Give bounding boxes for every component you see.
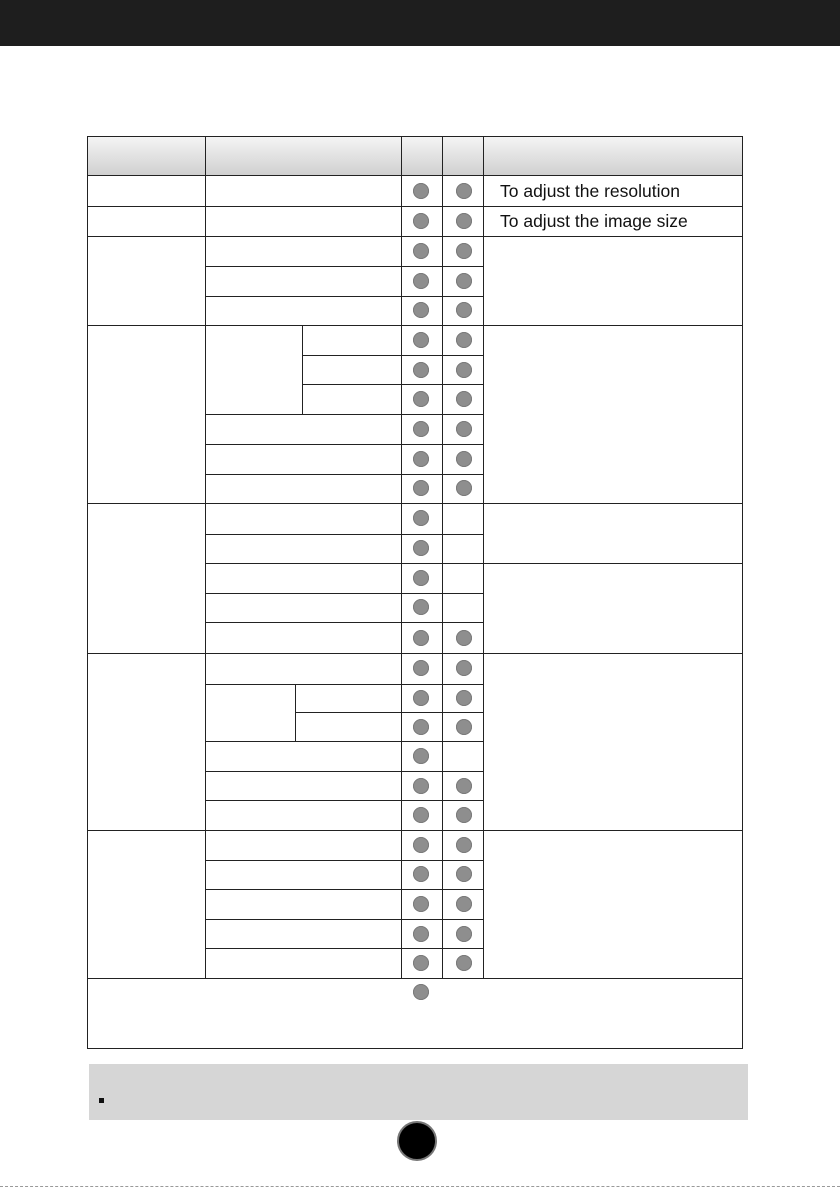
legend-indicator (413, 984, 429, 1000)
row-divider (88, 325, 742, 326)
row-divider (205, 414, 483, 415)
availability-indicator (413, 719, 429, 735)
availability-indicator (456, 955, 472, 971)
row-divider (205, 771, 483, 772)
availability-indicator (456, 660, 472, 676)
availability-indicator (413, 213, 429, 229)
availability-indicator (456, 451, 472, 467)
availability-indicator (413, 748, 429, 764)
availability-indicator (413, 807, 429, 823)
availability-indicator (456, 302, 472, 318)
row-divider (302, 384, 483, 385)
row-divider (88, 503, 742, 504)
availability-indicator (456, 421, 472, 437)
availability-indicator (456, 719, 472, 735)
availability-indicator (413, 510, 429, 526)
availability-indicator (456, 183, 472, 199)
availability-indicator (456, 391, 472, 407)
row-divider (205, 474, 483, 475)
availability-indicator (413, 391, 429, 407)
row-divider (205, 563, 483, 564)
row-divider (88, 978, 742, 979)
row-divider (205, 889, 483, 890)
header-divider (205, 137, 206, 175)
availability-indicator (413, 866, 429, 882)
header-divider (442, 137, 443, 175)
availability-indicator (413, 183, 429, 199)
row-divider (205, 444, 483, 445)
availability-indicator (413, 926, 429, 942)
header-bar (0, 0, 840, 46)
availability-indicator (456, 837, 472, 853)
row-divider (88, 236, 742, 237)
row-divider (205, 266, 483, 267)
availability-indicator (413, 630, 429, 646)
availability-indicator (413, 332, 429, 348)
header-divider (401, 137, 402, 175)
description-image-size: To adjust the image size (500, 211, 688, 231)
row-divider (205, 948, 483, 949)
availability-indicator (413, 243, 429, 259)
row-divider (205, 800, 483, 801)
availability-indicator (456, 807, 472, 823)
availability-indicator (413, 570, 429, 586)
availability-indicator (413, 778, 429, 794)
row-divider (302, 355, 483, 356)
page-number-badge (397, 1121, 437, 1161)
description-resolution: To adjust the resolution (500, 181, 680, 201)
availability-indicator (413, 690, 429, 706)
row-divider (205, 622, 483, 623)
row-divider (88, 653, 742, 654)
availability-indicator (413, 480, 429, 496)
availability-indicator (456, 896, 472, 912)
availability-indicator (456, 480, 472, 496)
availability-indicator (413, 896, 429, 912)
note-box (89, 1064, 748, 1120)
availability-indicator (413, 273, 429, 289)
row-divider (205, 296, 483, 297)
row-divider (205, 534, 483, 535)
availability-indicator (413, 540, 429, 556)
row-divider (205, 741, 483, 742)
availability-indicator (413, 302, 429, 318)
row-divider (484, 563, 742, 564)
availability-indicator (456, 362, 472, 378)
column-divider (483, 175, 484, 978)
availability-indicator (456, 690, 472, 706)
availability-indicator (456, 926, 472, 942)
availability-indicator (456, 866, 472, 882)
row-divider (205, 684, 483, 685)
availability-indicator (456, 213, 472, 229)
availability-indicator (456, 332, 472, 348)
availability-indicator (456, 243, 472, 259)
availability-indicator (413, 362, 429, 378)
bottom-divider (0, 1186, 840, 1187)
availability-indicator (413, 955, 429, 971)
table-header-row (88, 137, 742, 175)
row-divider (205, 860, 483, 861)
availability-indicator (456, 273, 472, 289)
availability-indicator (413, 837, 429, 853)
subgroup-divider (302, 325, 303, 414)
row-divider (205, 919, 483, 920)
header-divider (483, 137, 484, 175)
bullet-icon (99, 1098, 104, 1103)
availability-indicator (413, 421, 429, 437)
availability-indicator (413, 599, 429, 615)
availability-indicator (456, 778, 472, 794)
availability-indicator (413, 451, 429, 467)
row-divider (88, 175, 742, 176)
availability-indicator (413, 660, 429, 676)
row-divider (205, 593, 483, 594)
row-divider (88, 206, 742, 207)
row-divider (295, 712, 483, 713)
availability-indicator (456, 630, 472, 646)
row-divider (88, 830, 742, 831)
